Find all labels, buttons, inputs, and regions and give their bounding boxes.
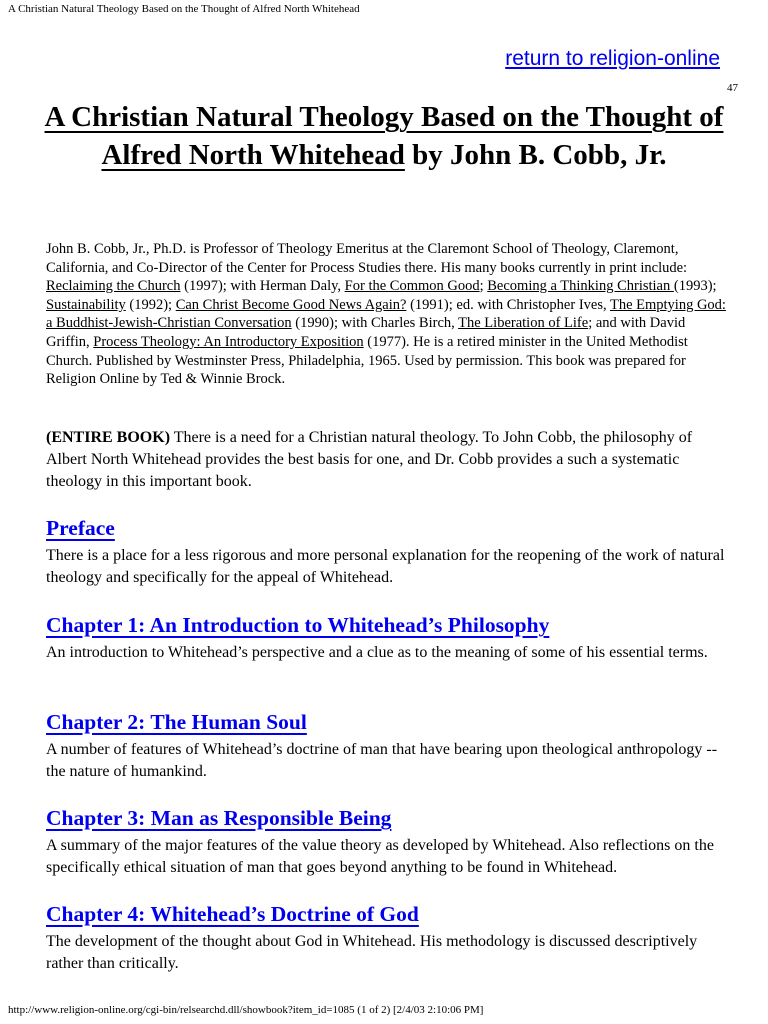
bio-text: ; [479,278,488,295]
entire-book-label: (ENTIRE BOOK) [46,429,171,446]
book-link-sustainability[interactable]: Sustainability [46,296,126,313]
bio-text: (1991); ed. with Christopher Ives, [406,296,610,313]
chapter-link-preface[interactable]: Preface [46,516,115,540]
book-link-can-christ-become-good-news[interactable]: Can Christ Become Good News Again? [175,296,407,313]
bio-text: (1977). He is a retired minister in the United Methodist Church. Published by Westminster Press, Philadelphia, 1965. Used by permission. This book was prepared for Religion Online by Ted & Winnie Brock. [46,333,688,388]
bio-text: (1992); [125,296,176,313]
book-link-for-the-common-good[interactable]: For the Common Good [344,278,480,295]
author-bio [46,240,726,389]
chapter-link-3[interactable]: Chapter 3: Man as Responsible Being [46,806,392,830]
print-footer-url: http://www.religion-online.org/cgi-bin/relsearchd.dll/showbook?item_id=1085 (1 of 2) [2/4/03 2:10:06 PM] [8,1004,484,1016]
chapter-description: An introduction to Whitehead’s perspective and a clue as to the meaning of some of his essential terms. [46,644,708,661]
book-link-reclaiming-the-church[interactable]: Reclaiming the Church [46,278,181,295]
chapter-description: The development of the thought about God in Whitehead. His methodology is discussed descriptively rather than critically. [46,933,698,972]
bio-text: (1993); [673,278,717,295]
book-link-the-emptying-god[interactable]: The Emptying God: a Buddhist-Jewish-Christian Conversation [46,296,726,332]
book-link-becoming-a-thinking-christian[interactable]: Becoming a Thinking Christian [487,278,674,295]
chapter-description: A summary of the major features of the value theory as developed by Whitehead. Also reflections on the specifically ethical situation of man that goes beyond anything to be found in Whitehead. [46,837,714,876]
chapter-link-4[interactable]: Chapter 4: Whitehead’s Doctrine of God [46,902,419,926]
bio-text: John B. Cobb, Jr., Ph.D. is Professor of Theology Emeritus at the Claremont School of Theology, Claremont, California, and Co-Director of the Center for Process Studies there. His many books currently in print include: [46,241,688,276]
book-link-the-liberation-of-life[interactable]: The Liberation of Life [458,315,589,332]
book-summary-text: There is a need for a Christian natural theology. To John Cobb, the philosophy of Albert North Whitehead provides the best basis for one, and Dr. Cobb provides a such a systematic theology in this important book. [46,429,693,490]
book-title-link[interactable]: A Christian Natural Theology Based on the Thought of Alfred North Whitehead [44,101,724,171]
page-number: 47 [727,82,738,94]
bio-text: (1990); with Charles Birch, [291,315,459,332]
book-summary [46,427,726,493]
chapter-link-1[interactable]: Chapter 1: An Introduction to Whitehead’s Philosophy [46,613,550,637]
book-link-process-theology[interactable]: Process Theology: An Introductory Exposition [93,333,364,350]
bio-text: (1997); with Herman Daly, [180,278,345,295]
chapter-link-2[interactable]: Chapter 2: The Human Soul [46,710,307,734]
chapter-description: There is a place for a less rigorous and more personal explanation for the reopening of the work of natural theology and specifically for the appeal of Whitehead. [46,547,725,586]
bio-text: ; and with David Griffin, [46,315,686,350]
print-header-title: A Christian Natural Theology Based on the Thought of Alfred North Whitehead [8,3,360,15]
book-title [20,98,748,174]
book-author: by John B. Cobb, Jr. [404,139,667,171]
chapter-description: A number of features of Whitehead’s doctrine of man that have bearing upon theological anthropology -- the nature of humankind. [46,741,718,780]
return-to-religion-online-link[interactable]: return to religion-online [505,47,720,70]
